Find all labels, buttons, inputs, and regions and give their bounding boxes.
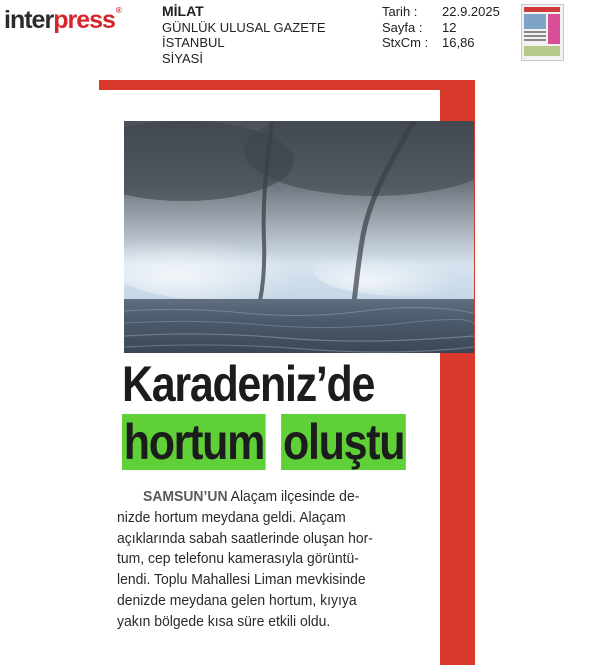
- body-line-6: denizde meydana gelen hortum, kıyıya: [117, 591, 357, 609]
- meta-page-value: 12: [442, 19, 457, 35]
- headline-highlight-olustu: oluştu: [282, 414, 405, 470]
- body-line-1-text: Alaçam ilçesinde de-: [230, 488, 360, 505]
- publication-city: İSTANBUL: [162, 35, 225, 50]
- body-line-3: açıklarında sabah saatlerinde oluşan hor-: [117, 529, 373, 547]
- publication-section: SİYASİ: [162, 50, 203, 66]
- publication-info: [162, 4, 326, 66]
- headline-line-2: [122, 414, 406, 470]
- body-line-7: yakın bölgede kısa süre etkili oldu.: [117, 612, 331, 630]
- body-line-5: lendi. Toplu Mahallesi Liman mevkisinde: [117, 571, 366, 589]
- article-headline: [122, 356, 406, 470]
- meta-row-stxcm: [382, 35, 500, 51]
- publication-type: GÜNLÜK ULUSAL GAZETE: [162, 19, 326, 35]
- logo-press: press: [53, 6, 115, 34]
- body-line-2: nizde hortum meydana geldi. Alaçam: [117, 508, 346, 526]
- clipping-top-border: [99, 80, 475, 90]
- meta-stxcm-label: StxCm :: [382, 35, 429, 50]
- publication-name: MİLAT: [162, 3, 204, 19]
- clipping-meta: [382, 4, 500, 51]
- meta-date-value: 22.9.2025: [442, 4, 500, 19]
- article-dateline: SAMSUN’UN: [143, 488, 228, 505]
- page-thumbnail[interactable]: [521, 4, 564, 61]
- article-body: [117, 487, 396, 633]
- logo-registered: ®: [115, 6, 121, 15]
- meta-stxcm-value: 16,86: [442, 35, 475, 50]
- meta-page-label: Sayfa :: [382, 19, 423, 35]
- body-line-4: tum, cep telefonu kamerasıyla görüntü-: [117, 550, 359, 568]
- headline-line-1: Karadeniz’de: [122, 356, 375, 412]
- waterspout-photo: [124, 121, 474, 353]
- body-line-1: [117, 487, 396, 508]
- interpress-logo: [4, 6, 121, 35]
- meta-row-date: [382, 4, 500, 20]
- meta-date-label: Tarih :: [382, 4, 418, 19]
- meta-row-page: [382, 20, 500, 36]
- logo-inter: inter: [4, 6, 54, 34]
- headline-highlight-hortum: hortum: [123, 414, 265, 470]
